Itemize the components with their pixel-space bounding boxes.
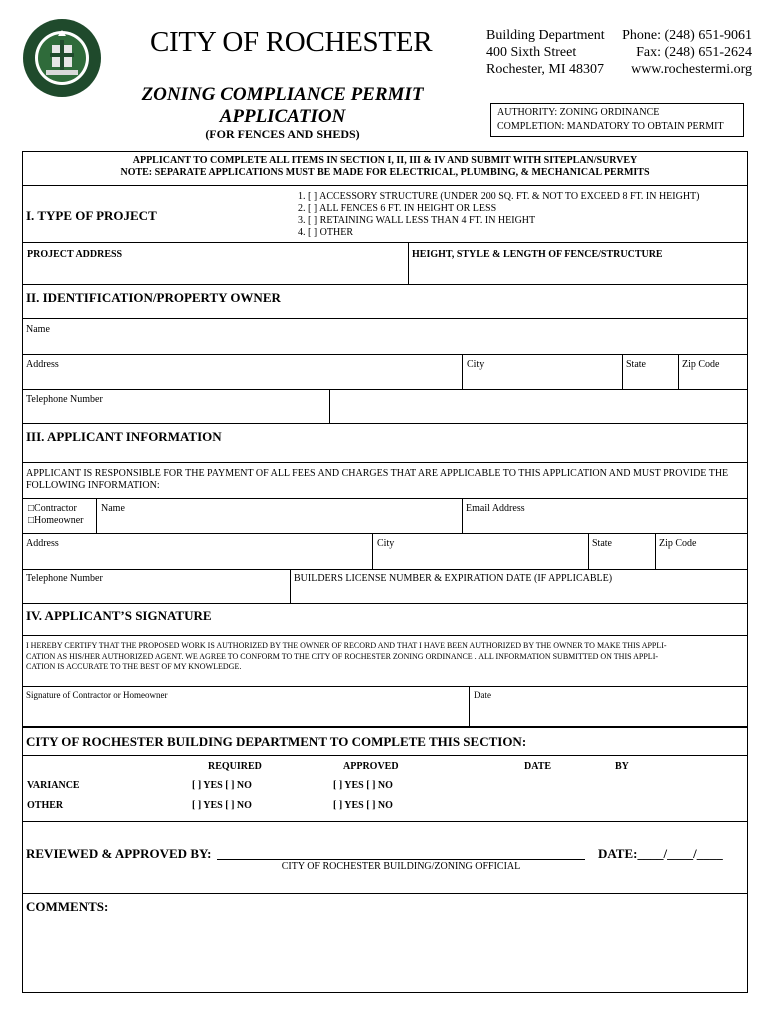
website-link[interactable]: www.rochestermi.org (631, 62, 752, 77)
certification-text (26, 641, 746, 673)
applicant-address-field[interactable]: Address (26, 538, 59, 549)
authority-line: AUTHORITY: ZONING ORDINANCE (497, 107, 660, 118)
owner-zip-field[interactable]: Zip Code (682, 359, 720, 370)
instructions (22, 155, 748, 179)
project-address-field[interactable]: PROJECT ADDRESS (27, 249, 123, 260)
authority-box (490, 103, 744, 137)
other-required-yes-no[interactable]: [ ] YES [ ] NO (192, 800, 252, 811)
signature-date-field[interactable]: Date (474, 690, 491, 700)
homeowner-checkbox[interactable]: □Homeowner (28, 515, 84, 526)
other-approved-yes-no[interactable]: [ ] YES [ ] NO (333, 800, 393, 811)
option-retaining-wall[interactable]: 3. [ ] RETAINING WALL LESS THAN 4 FT. IN HEIGHT (298, 215, 536, 226)
approval-date-field[interactable]: DATE:____/____/____ (598, 846, 723, 861)
fax-number: Fax: (248) 651-2624 (636, 45, 752, 60)
city-title: CITY OF ROCHESTER (150, 26, 433, 58)
applicant-name-field[interactable]: Name (101, 503, 125, 514)
col-date: DATE (524, 761, 552, 772)
official-caption: CITY OF ROCHESTER BUILDING/ZONING OFFICIAL (281, 861, 521, 872)
notice-line1: APPLICANT IS RESPONSIBLE FOR THE PAYMENT OF ALL FEES AND CHARGES THAT ARE APPLICABLE TO THIS APPLICATION AND MUST PROVIDE THE (26, 468, 729, 479)
section2-title: II. IDENTIFICATION/PROPERTY OWNER (26, 290, 281, 305)
option-accessory-structure[interactable]: 1. [ ] ACCESSORY STRUCTURE (UNDER 200 SQ. FT. & NOT TO EXCEED 8 FT. IN HEIGHT) (298, 191, 700, 202)
project-type-options (298, 191, 700, 239)
variance-approved-yes-no[interactable]: [ ] YES [ ] NO (333, 780, 393, 791)
form-title (140, 84, 425, 128)
reviewer-signature-line[interactable] (217, 845, 585, 860)
form-title-line1: ZONING COMPLIANCE PERMIT (141, 84, 424, 105)
applicant-notice (26, 468, 746, 492)
cert-line3: CATION IS ACCURATE TO THE BEST OF MY KNOWLEDGE. (26, 662, 242, 671)
dept-city: Rochester, MI 48307 (486, 62, 605, 77)
completion-line: COMPLETION: MANDATORY TO OBTAIN PERMIT (497, 121, 724, 132)
option-other[interactable]: 4. [ ] OTHER (298, 227, 353, 238)
department-contact (612, 27, 752, 78)
owner-city-field[interactable]: City (467, 359, 485, 370)
col-required: REQUIRED (208, 761, 262, 772)
applicant-type (28, 503, 83, 527)
signature-field[interactable]: Signature of Contractor or Homeowner (26, 690, 168, 700)
department-address (486, 27, 605, 78)
applicant-email-field[interactable]: Email Address (466, 503, 525, 514)
instructions-line2: NOTE: SEPARATE APPLICATIONS MUST BE MADE FOR ELECTRICAL, PLUMBING, & MECHANICAL PERMITS (120, 167, 650, 178)
builders-license-field[interactable]: BUILDERS LICENSE NUMBER & EXPIRATION DATE (IF APPLICABLE) (294, 573, 613, 584)
applicant-phone-field[interactable]: Telephone Number (26, 573, 103, 584)
form-subtitle: (FOR FENCES AND SHEDS) (205, 127, 360, 141)
col-by: BY (615, 761, 629, 772)
col-approved: APPROVED (343, 761, 399, 772)
comments-area[interactable] (23, 916, 747, 992)
option-fences[interactable]: 2. [ ] ALL FENCES 6 FT. IN HEIGHT OR LESS (298, 203, 497, 214)
applicant-city-field[interactable]: City (377, 538, 395, 549)
dept-name: Building Department (486, 28, 605, 43)
notice-line2: FOLLOWING INFORMATION: (26, 480, 160, 491)
owner-state-field[interactable]: State (626, 359, 646, 370)
section1-title: I. TYPE OF PROJECT (26, 208, 157, 223)
dept-street: 400 Sixth Street (486, 45, 577, 60)
city-seal-logo (22, 18, 102, 98)
instructions-line1: APPLICANT TO COMPLETE ALL ITEMS IN SECTION I, II, III & IV AND SUBMIT WITH SITEPLAN/SURVEY (132, 155, 638, 166)
section3-title: III. APPLICANT INFORMATION (26, 429, 222, 444)
variance-required-yes-no[interactable]: [ ] YES [ ] NO (192, 780, 252, 791)
fence-height-style-field[interactable]: HEIGHT, STYLE & LENGTH OF FENCE/STRUCTURE (412, 249, 663, 260)
phone-number: Phone: (248) 651-9061 (622, 28, 752, 43)
comments-label: COMMENTS: (26, 899, 109, 914)
applicant-zip-field[interactable]: Zip Code (659, 538, 697, 549)
owner-name-field[interactable]: Name (26, 324, 50, 335)
other-label: OTHER (27, 800, 64, 811)
section4-title: IV. APPLICANT’S SIGNATURE (26, 608, 212, 623)
cert-line1: I HEREBY CERTIFY THAT THE PROPOSED WORK IS AUTHORIZED BY THE OWNER OF RECORD AND THAT I HAVE BEEN AUTHORIZED BY THE OWNER TO MAKE THIS APPLI- (26, 641, 667, 650)
form-title-line2: APPLICATION (219, 106, 346, 127)
variance-label: VARIANCE (27, 780, 80, 791)
office-section-title: CITY OF ROCHESTER BUILDING DEPARTMENT TO COMPLETE THIS SECTION: (26, 734, 527, 749)
owner-address-field[interactable]: Address (26, 359, 59, 370)
cert-line2: CATION AS HIS/HER AUTHORIZED AGENT. WE AGREE TO CONFORM TO THE CITY OF ROCHESTER ZONING ORDINANCE . ALL INFORMATION SUBMITTED ON THIS APPLI- (26, 651, 659, 661)
reviewed-by-label: REVIEWED & APPROVED BY: (26, 846, 212, 861)
owner-phone-field[interactable]: Telephone Number (26, 394, 103, 405)
applicant-state-field[interactable]: State (592, 538, 612, 549)
contractor-checkbox[interactable]: □Contractor (28, 503, 77, 514)
